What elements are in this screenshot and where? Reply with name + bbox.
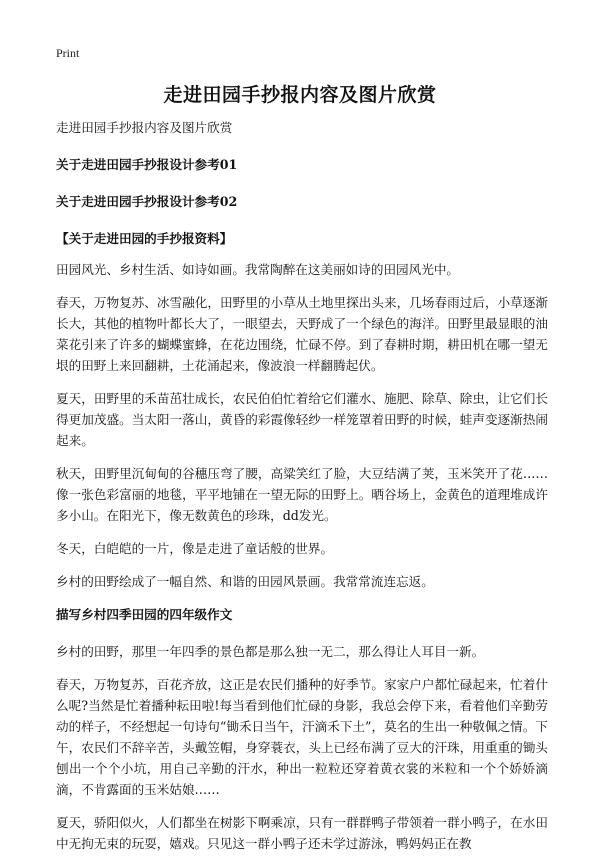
paragraph: 春天，万物复苏、冰雪融化，田野里的小草从土地里探出头来，几场春雨过后，小草逐渐长大，其他的植物叶都长大了，一眼望去，天野成了一个绿色的海洋。田野里最显眼的油菜花引来了许多的蝴蝶蜜蜂，在花边围绕，忙碌不停。到了春耕时期，耕田机在哪一望无垠的田野上来回翻耕，土花涌起来，像波浪一样翻腾起伏。 (56, 295, 548, 373)
paragraph: 乡村的田野，那里一年四季的景色都是那么独一无二，那么得让人耳目一新。 (56, 644, 485, 659)
article-subtitle: 走进田园手抄报内容及图片欣赏 (56, 120, 233, 135)
section-heading-essay: 描写乡村四季田园的四年级作文 (56, 607, 233, 622)
page-title: 走进田园手抄报内容及图片欣赏 (163, 84, 437, 106)
paragraph: 夏天，骄阳似火，人们都坐在树影下啊乘凉，只有一群群鸭子带领着一群小鸭子，在水田中无拘无束的玩耍，嬉戏。只见这一群小鸭子还未学过游泳，鸭妈妈正在教 (56, 815, 548, 851)
print-link[interactable]: Print (56, 46, 80, 60)
paragraph: 夏天，田野里的禾苗茁壮成长，农民伯伯忙着给它们灌水、施肥、除草、除虫，让它们长得更加茂盛。当太阳一落山，黄昏的彩霞像轻纱一样笼罩着田野的时候，蛙声变逐渐热闹起来。 (56, 391, 548, 448)
article-body (56, 117, 548, 866)
paragraph: 秋天，田野里沉甸甸的谷穗压弯了腰，高粱笑红了脸，大豆结满了荚，玉米笑开了花……像一张色彩富丽的地毯，平平地铺在一望无际的田野上。晒谷场上，金黄色的道理堆成许多小山。在阳光下，像无数黄色的珍珠，dd发光。 (56, 466, 548, 523)
paragraph: 田园风光、乡村生活、如诗如画。我常陶醉在这美丽如诗的田园风光中。 (56, 262, 459, 277)
paragraph: 冬天，白皑皑的一片，像是走进了童话般的世界。 (56, 541, 334, 556)
paragraph: 乡村的田野绘成了一幅自然、和谐的田园风景画。我常常流连忘返。 (56, 574, 434, 589)
reference-link-02-text[interactable]: 关于走进田园手抄报设计参考02 (56, 194, 238, 209)
section-heading-resources: 【关于走进田园的手抄报资料】 (56, 231, 233, 246)
reference-link-01[interactable] (56, 154, 548, 175)
paragraph: 春天，万物复苏，百花齐放，这正是农民们播种的好季节。家家户户都忙碌起来，忙着什么呢?当然是忙着播种耘田啦!每当看到他们忙碌的身影，我总会停下来，看着他们辛勤劳动的样子，不经想起一句诗句“锄禾日当午，汗滴禾下土”，莫名的生出一种敬佩之情。下午，农民们不辞辛苦，头戴笠帽，身穿蓑衣，头上已经布满了豆大的汗珠，用重重的锄头刨出一个个小坑，用自己辛勤的汗水，种出一粒粒还穿着黄衣裳的米粒和一个个娇娇滴滴，不肯露面的玉米姑娘…… (56, 677, 548, 797)
reference-link-02[interactable] (56, 191, 548, 212)
reference-link-01-text[interactable]: 关于走进田园手抄报设计参考01 (56, 157, 238, 172)
